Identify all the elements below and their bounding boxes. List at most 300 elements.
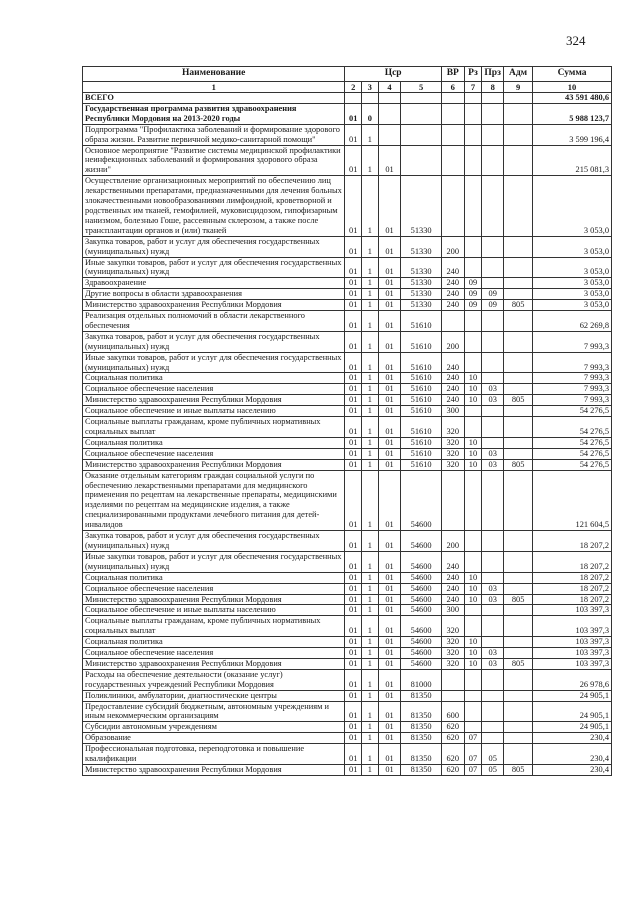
table-row (83, 384, 612, 395)
csr-activity-cell: 01 (378, 236, 401, 257)
prz-cell: 03 (482, 583, 504, 594)
row-name-cell: Социальная политика (83, 572, 345, 583)
table-row (83, 733, 612, 744)
adm-cell (504, 437, 533, 448)
vr-cell: 240 (441, 352, 464, 373)
vr-cell: 200 (441, 531, 464, 552)
prz-cell (482, 637, 504, 648)
prz-cell: 03 (482, 594, 504, 605)
table-row (83, 551, 612, 572)
table-row (83, 352, 612, 373)
row-name-cell: Подпрограмма "Профилактика заболеваний и формирование здорового образа жизни. Развитие первичной медико-санитарной помощи" (83, 124, 345, 145)
row-name-cell: Социальные выплаты гражданам, кроме публичных нормативных социальных выплат (83, 417, 345, 438)
vr-cell: 320 (441, 648, 464, 659)
csr-program-cell: 01 (345, 257, 362, 278)
table-row (83, 289, 612, 300)
adm-cell (504, 257, 533, 278)
csr-subprogram-cell: 1 (362, 417, 379, 438)
rz-cell (464, 257, 482, 278)
csr-activity-cell: 01 (378, 583, 401, 594)
prz-cell (482, 145, 504, 176)
sum-cell: 103 397,3 (533, 658, 612, 669)
csr-program-cell (345, 93, 362, 104)
csr-activity-cell: 01 (378, 437, 401, 448)
rz-cell: 10 (464, 572, 482, 583)
vr-cell (441, 669, 464, 690)
csr-activity-cell: 01 (378, 448, 401, 459)
csr-subprogram-cell: 1 (362, 470, 379, 530)
adm-cell (504, 176, 533, 236)
table-row (83, 637, 612, 648)
csr-subprogram-cell: 1 (362, 145, 379, 176)
csr-program-cell: 01 (345, 103, 362, 124)
csr-direction-cell: 81350 (401, 765, 441, 776)
prz-cell (482, 373, 504, 384)
sum-cell: 43 591 480,6 (533, 93, 612, 104)
csr-direction-cell: 51330 (401, 278, 441, 289)
csr-subprogram-cell: 1 (362, 583, 379, 594)
rz-cell (464, 93, 482, 104)
prz-cell (482, 531, 504, 552)
table-row (83, 648, 612, 659)
csr-activity-cell: 01 (378, 722, 401, 733)
adm-cell (504, 103, 533, 124)
sum-cell: 103 397,3 (533, 616, 612, 637)
csr-program-cell: 01 (345, 384, 362, 395)
csr-activity-cell: 01 (378, 531, 401, 552)
csr-program-cell: 01 (345, 637, 362, 648)
table-row (83, 236, 612, 257)
vr-cell: 620 (441, 744, 464, 765)
rz-cell: 09 (464, 289, 482, 300)
table-row (83, 124, 612, 145)
csr-direction-cell: 51330 (401, 257, 441, 278)
rz-cell (464, 145, 482, 176)
sum-cell: 3 053,0 (533, 289, 612, 300)
rz-cell: 10 (464, 648, 482, 659)
csr-direction-cell (401, 145, 441, 176)
vr-cell (441, 176, 464, 236)
sum-cell: 3 053,0 (533, 176, 612, 236)
csr-direction-cell (401, 103, 441, 124)
rz-cell (464, 616, 482, 637)
csr-program-cell: 01 (345, 531, 362, 552)
csr-subprogram-cell: 1 (362, 616, 379, 637)
csr-activity-cell: 01 (378, 551, 401, 572)
vr-cell (441, 311, 464, 332)
row-name-cell: Государственная программа развития здравоохранения Республики Мордовия на 2013-2020 годы (83, 103, 345, 124)
row-name-cell: Реализация отдельных полномочий в области лекарственного обеспечения (83, 311, 345, 332)
prz-cell (482, 406, 504, 417)
csr-subprogram-cell: 1 (362, 236, 379, 257)
csr-activity-cell: 01 (378, 395, 401, 406)
vr-cell: 240 (441, 373, 464, 384)
prz-cell: 03 (482, 395, 504, 406)
prz-cell (482, 278, 504, 289)
sum-cell: 3 599 196,4 (533, 124, 612, 145)
csr-program-cell: 01 (345, 395, 362, 406)
csr-direction-cell: 51330 (401, 289, 441, 300)
csr-subprogram-cell: 1 (362, 733, 379, 744)
rz-cell (464, 701, 482, 722)
rz-cell (464, 722, 482, 733)
rz-cell: 10 (464, 395, 482, 406)
adm-cell (504, 551, 533, 572)
adm-cell: 805 (504, 765, 533, 776)
header-vr: ВР (441, 67, 464, 82)
column-number: 6 (441, 82, 464, 93)
sum-cell: 54 276,5 (533, 437, 612, 448)
row-name-cell: Иные закупки товаров, работ и услуг для обеспечения государственных (муниципальных) нужд (83, 257, 345, 278)
sum-cell: 26 978,6 (533, 669, 612, 690)
prz-cell (482, 124, 504, 145)
prz-cell: 05 (482, 744, 504, 765)
sum-cell: 3 053,0 (533, 278, 612, 289)
adm-cell (504, 331, 533, 352)
csr-subprogram-cell: 1 (362, 176, 379, 236)
sum-cell: 24 905,1 (533, 690, 612, 701)
csr-program-cell: 01 (345, 437, 362, 448)
vr-cell (441, 690, 464, 701)
row-name-cell: Субсидии автономным учреждениям (83, 722, 345, 733)
sum-cell: 54 276,5 (533, 448, 612, 459)
csr-subprogram-cell: 1 (362, 722, 379, 733)
csr-direction-cell: 54600 (401, 658, 441, 669)
rz-cell: 09 (464, 300, 482, 311)
csr-direction-cell: 54600 (401, 616, 441, 637)
table-row (83, 417, 612, 438)
table-row (83, 459, 612, 470)
csr-activity-cell: 01 (378, 765, 401, 776)
sum-cell: 18 207,2 (533, 572, 612, 583)
sum-cell: 18 207,2 (533, 594, 612, 605)
row-name-cell: Иные закупки товаров, работ и услуг для обеспечения государственных (муниципальных) нужд (83, 551, 345, 572)
sum-cell: 18 207,2 (533, 551, 612, 572)
csr-program-cell: 01 (345, 417, 362, 438)
csr-program-cell: 01 (345, 459, 362, 470)
row-name-cell: Социальное обеспечение населения (83, 583, 345, 594)
row-name-cell: ВСЕГО (83, 93, 345, 104)
sum-cell: 103 397,3 (533, 637, 612, 648)
rz-cell (464, 352, 482, 373)
adm-cell (504, 289, 533, 300)
csr-subprogram-cell: 1 (362, 669, 379, 690)
csr-subprogram-cell: 1 (362, 605, 379, 616)
csr-direction-cell: 54600 (401, 470, 441, 530)
csr-activity-cell: 01 (378, 594, 401, 605)
csr-program-cell: 01 (345, 176, 362, 236)
csr-activity-cell: 01 (378, 311, 401, 332)
row-name-cell: Оказание отдельным категориям граждан социальной услуги по обеспечению лекарственными препаратами для медицинского применения по рецептам на лекарственные препараты, медицинскими изделиями по рецептам на медицинские изделия, а также специализированными продуктами лечебного питания для детей-инвалидов (83, 470, 345, 530)
csr-activity-cell: 01 (378, 300, 401, 311)
column-number: 8 (482, 82, 504, 93)
csr-activity-cell: 01 (378, 373, 401, 384)
csr-direction-cell: 81350 (401, 701, 441, 722)
vr-cell: 240 (441, 384, 464, 395)
row-name-cell: Образование (83, 733, 345, 744)
adm-cell (504, 744, 533, 765)
csr-program-cell: 01 (345, 300, 362, 311)
csr-program-cell: 01 (345, 236, 362, 257)
csr-subprogram-cell: 1 (362, 384, 379, 395)
csr-subprogram-cell: 1 (362, 701, 379, 722)
csr-program-cell: 01 (345, 616, 362, 637)
prz-cell (482, 176, 504, 236)
csr-subprogram-cell: 1 (362, 551, 379, 572)
sum-cell: 62 269,8 (533, 311, 612, 332)
column-number: 1 (83, 82, 345, 93)
adm-cell (504, 406, 533, 417)
csr-subprogram-cell: 1 (362, 459, 379, 470)
csr-program-cell: 01 (345, 744, 362, 765)
prz-cell (482, 437, 504, 448)
table-row (83, 594, 612, 605)
adm-cell: 805 (504, 658, 533, 669)
csr-direction-cell: 51610 (401, 384, 441, 395)
adm-cell (504, 124, 533, 145)
vr-cell: 240 (441, 257, 464, 278)
csr-direction-cell: 81000 (401, 669, 441, 690)
csr-activity-cell (378, 124, 401, 145)
vr-cell: 240 (441, 572, 464, 583)
csr-subprogram-cell: 1 (362, 744, 379, 765)
csr-direction-cell: 51610 (401, 311, 441, 332)
csr-direction-cell: 51610 (401, 395, 441, 406)
csr-subprogram-cell: 1 (362, 637, 379, 648)
adm-cell (504, 669, 533, 690)
column-number: 7 (464, 82, 482, 93)
adm-cell: 805 (504, 459, 533, 470)
adm-cell (504, 236, 533, 257)
row-name-cell: Социальное обеспечение населения (83, 648, 345, 659)
csr-program-cell: 01 (345, 406, 362, 417)
table-row (83, 278, 612, 289)
rz-cell: 07 (464, 765, 482, 776)
prz-cell (482, 236, 504, 257)
prz-cell (482, 352, 504, 373)
prz-cell (482, 669, 504, 690)
sum-cell: 7 993,3 (533, 384, 612, 395)
csr-program-cell: 01 (345, 145, 362, 176)
column-number: 2 (345, 82, 362, 93)
csr-activity-cell: 01 (378, 331, 401, 352)
adm-cell: 805 (504, 395, 533, 406)
csr-subprogram-cell: 1 (362, 531, 379, 552)
row-name-cell: Закупка товаров, работ и услуг для обеспечения государственных (муниципальных) нужд (83, 331, 345, 352)
adm-cell (504, 145, 533, 176)
adm-cell (504, 637, 533, 648)
csr-subprogram-cell: 0 (362, 103, 379, 124)
adm-cell (504, 648, 533, 659)
prz-cell (482, 572, 504, 583)
row-name-cell: Министерство здравоохранения Республики Мордовия (83, 765, 345, 776)
prz-cell (482, 701, 504, 722)
csr-direction-cell: 54600 (401, 551, 441, 572)
adm-cell (504, 733, 533, 744)
csr-program-cell: 01 (345, 722, 362, 733)
sum-cell: 18 207,2 (533, 531, 612, 552)
csr-direction-cell: 51610 (401, 331, 441, 352)
csr-activity-cell: 01 (378, 669, 401, 690)
adm-cell (504, 531, 533, 552)
row-name-cell: Основное мероприятие "Развитие системы медицинской профилактики неинфекционных заболеваний и формирования здорового образа жизни" (83, 145, 345, 176)
row-name-cell: Социальная политика (83, 437, 345, 448)
rz-cell (464, 311, 482, 332)
row-name-cell: Министерство здравоохранения Республики Мордовия (83, 658, 345, 669)
csr-direction-cell: 54600 (401, 531, 441, 552)
rz-cell (464, 124, 482, 145)
csr-subprogram-cell: 1 (362, 658, 379, 669)
row-name-cell: Поликлиники, амбулатории, диагностические центры (83, 690, 345, 701)
csr-subprogram-cell: 1 (362, 352, 379, 373)
table-row (83, 605, 612, 616)
csr-subprogram-cell: 1 (362, 572, 379, 583)
prz-cell: 09 (482, 289, 504, 300)
sum-cell: 54 276,5 (533, 459, 612, 470)
csr-program-cell: 01 (345, 605, 362, 616)
table-row (83, 406, 612, 417)
table-row (83, 744, 612, 765)
prz-cell: 05 (482, 765, 504, 776)
rz-cell: 10 (464, 384, 482, 395)
sum-cell: 230,4 (533, 765, 612, 776)
vr-cell: 320 (441, 616, 464, 637)
vr-cell: 620 (441, 733, 464, 744)
rz-cell (464, 669, 482, 690)
rz-cell (464, 417, 482, 438)
table-row (83, 531, 612, 552)
table-row (83, 373, 612, 384)
csr-direction-cell: 51610 (401, 448, 441, 459)
table-row (83, 145, 612, 176)
csr-direction-cell: 81350 (401, 744, 441, 765)
csr-program-cell: 01 (345, 701, 362, 722)
csr-direction-cell: 51610 (401, 373, 441, 384)
header-csr: Цср (345, 67, 441, 82)
vr-cell (441, 470, 464, 530)
csr-direction-cell: 51610 (401, 417, 441, 438)
csr-direction-cell: 51610 (401, 406, 441, 417)
sum-cell: 18 207,2 (533, 583, 612, 594)
csr-subprogram-cell: 1 (362, 448, 379, 459)
row-name-cell: Социальное обеспечение населения (83, 448, 345, 459)
csr-activity-cell: 01 (378, 384, 401, 395)
csr-activity-cell: 01 (378, 459, 401, 470)
adm-cell (504, 311, 533, 332)
sum-cell: 230,4 (533, 733, 612, 744)
sum-cell: 3 053,0 (533, 300, 612, 311)
table-row (83, 311, 612, 332)
table-row (83, 583, 612, 594)
sum-cell: 54 276,5 (533, 406, 612, 417)
csr-direction-cell: 54600 (401, 572, 441, 583)
table-row (83, 93, 612, 104)
rz-cell (464, 406, 482, 417)
rz-cell (464, 103, 482, 124)
vr-cell (441, 124, 464, 145)
adm-cell (504, 690, 533, 701)
csr-program-cell: 01 (345, 470, 362, 530)
csr-direction-cell: 81350 (401, 722, 441, 733)
csr-activity-cell: 01 (378, 470, 401, 530)
prz-cell: 03 (482, 459, 504, 470)
csr-activity-cell (378, 93, 401, 104)
table-row (83, 658, 612, 669)
vr-cell: 240 (441, 551, 464, 572)
csr-activity-cell: 01 (378, 352, 401, 373)
table-row (83, 300, 612, 311)
csr-direction-cell: 54600 (401, 594, 441, 605)
column-number: 4 (378, 82, 401, 93)
rz-cell: 07 (464, 744, 482, 765)
csr-activity-cell: 01 (378, 605, 401, 616)
vr-cell: 240 (441, 594, 464, 605)
table-row (83, 616, 612, 637)
prz-cell (482, 103, 504, 124)
vr-cell: 320 (441, 437, 464, 448)
csr-activity-cell: 01 (378, 572, 401, 583)
prz-cell (482, 605, 504, 616)
adm-cell (504, 352, 533, 373)
prz-cell (482, 551, 504, 572)
table-row (83, 470, 612, 530)
row-name-cell: Министерство здравоохранения Республики Мордовия (83, 300, 345, 311)
prz-cell: 03 (482, 448, 504, 459)
csr-program-cell: 01 (345, 278, 362, 289)
csr-subprogram-cell: 1 (362, 648, 379, 659)
header-rz: Рз (464, 67, 482, 82)
sum-cell: 7 993,3 (533, 373, 612, 384)
prz-cell (482, 311, 504, 332)
sum-cell: 5 988 123,7 (533, 103, 612, 124)
adm-cell (504, 722, 533, 733)
sum-cell: 3 053,0 (533, 257, 612, 278)
prz-cell (482, 733, 504, 744)
csr-direction-cell: 81350 (401, 733, 441, 744)
header-sum: Сумма (533, 67, 612, 82)
vr-cell: 320 (441, 459, 464, 470)
csr-program-cell: 01 (345, 311, 362, 332)
column-number: 5 (401, 82, 441, 93)
table-row (83, 448, 612, 459)
prz-cell (482, 93, 504, 104)
csr-activity-cell: 01 (378, 145, 401, 176)
csr-subprogram-cell: 1 (362, 311, 379, 332)
rz-cell (464, 470, 482, 530)
rz-cell (464, 331, 482, 352)
table-row (83, 669, 612, 690)
vr-cell: 240 (441, 395, 464, 406)
table-header (83, 67, 612, 93)
csr-activity-cell: 01 (378, 257, 401, 278)
csr-activity-cell: 01 (378, 733, 401, 744)
rz-cell (464, 690, 482, 701)
page-number: 324 (566, 33, 586, 48)
column-numbers-row (83, 82, 612, 93)
vr-cell: 240 (441, 300, 464, 311)
rz-cell (464, 236, 482, 257)
csr-direction-cell: 54600 (401, 583, 441, 594)
adm-cell (504, 448, 533, 459)
csr-direction-cell: 51330 (401, 176, 441, 236)
sum-cell: 24 905,1 (533, 701, 612, 722)
vr-cell: 600 (441, 701, 464, 722)
csr-subprogram-cell: 1 (362, 406, 379, 417)
row-name-cell: Социальное обеспечение и иные выплаты населению (83, 605, 345, 616)
row-name-cell: Осуществление организационных мероприятий по обеспечению лиц лекарственными препаратами, предназначенными для лечения больных злокачественными новообразованиями лимфоидной, кроветворной и родственных им тканей, гемофилией, муковисцидозом, гипофизарным нанизмом, болезнью Гоше, рассеянным склерозом, а также после трансплантации органов и (или) тканей (83, 176, 345, 236)
csr-direction-cell: 54600 (401, 648, 441, 659)
csr-program-cell: 01 (345, 658, 362, 669)
